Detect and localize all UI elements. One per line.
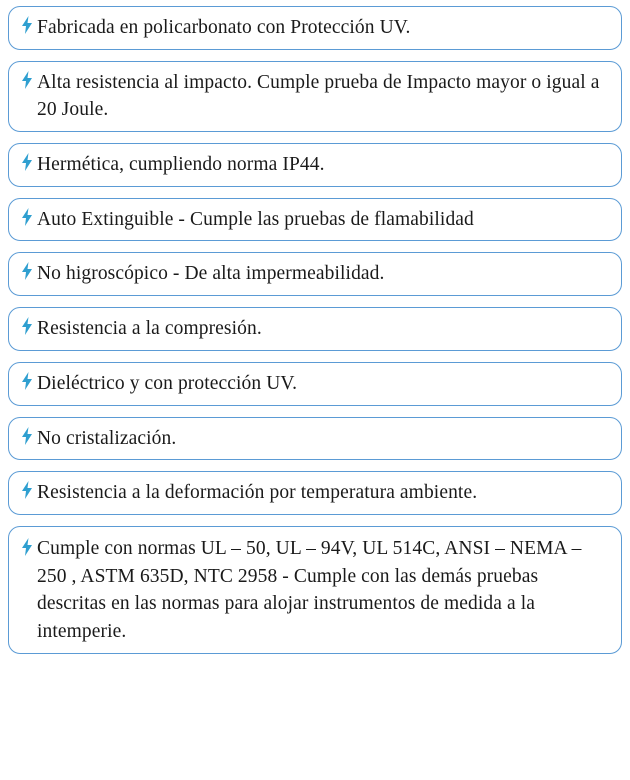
lightning-bolt-icon <box>19 68 35 89</box>
feature-text: Resistencia a la deformación por temperatura ambiente. <box>37 482 478 504</box>
list-item <box>8 198 622 242</box>
feature-text: Hermética, cumpliendo norma IP44. <box>37 154 325 176</box>
lightning-bolt-icon <box>19 314 35 335</box>
lightning-bolt-icon <box>19 259 35 280</box>
lightning-bolt-icon <box>19 424 35 445</box>
list-item <box>8 526 622 654</box>
lightning-bolt-icon <box>19 533 35 556</box>
list-item <box>8 61 622 132</box>
list-item <box>8 362 622 406</box>
list-item <box>8 307 622 351</box>
feature-text: Dieléctrico y con protección UV. <box>37 372 298 394</box>
feature-text: Auto Extinguible - Cumple las pruebas de flamabilidad <box>37 208 474 230</box>
feature-text: Resistencia a la compresión. <box>37 318 262 340</box>
feature-text: No higroscópico - De alta impermeabilidad. <box>37 263 385 285</box>
lightning-bolt-icon <box>19 478 35 499</box>
list-item <box>8 252 622 296</box>
list-item <box>8 417 622 461</box>
list-item <box>8 143 622 187</box>
lightning-bolt-icon <box>19 205 35 226</box>
lightning-bolt-icon <box>19 150 35 171</box>
feature-text: Alta resistencia al impacto. Cumple prueba de Impacto mayor o igual a 20 Joule. <box>37 71 600 121</box>
feature-text: Fabricada en policarbonato con Protección UV. <box>37 17 411 38</box>
lightning-bolt-icon <box>19 369 35 390</box>
list-item <box>8 471 622 515</box>
feature-text: No cristalización. <box>37 427 177 449</box>
lightning-bolt-icon <box>19 13 35 34</box>
list-item <box>8 6 622 50</box>
feature-text: Cumple con normas UL – 50, UL – 94V, UL 514C, ANSI – NEMA – 250 , ASTM 635D, NTC 2958 - Cumple con las demás pruebas descritas en las normas para alojar instrumentos de medida a la intemperie. <box>37 537 582 642</box>
